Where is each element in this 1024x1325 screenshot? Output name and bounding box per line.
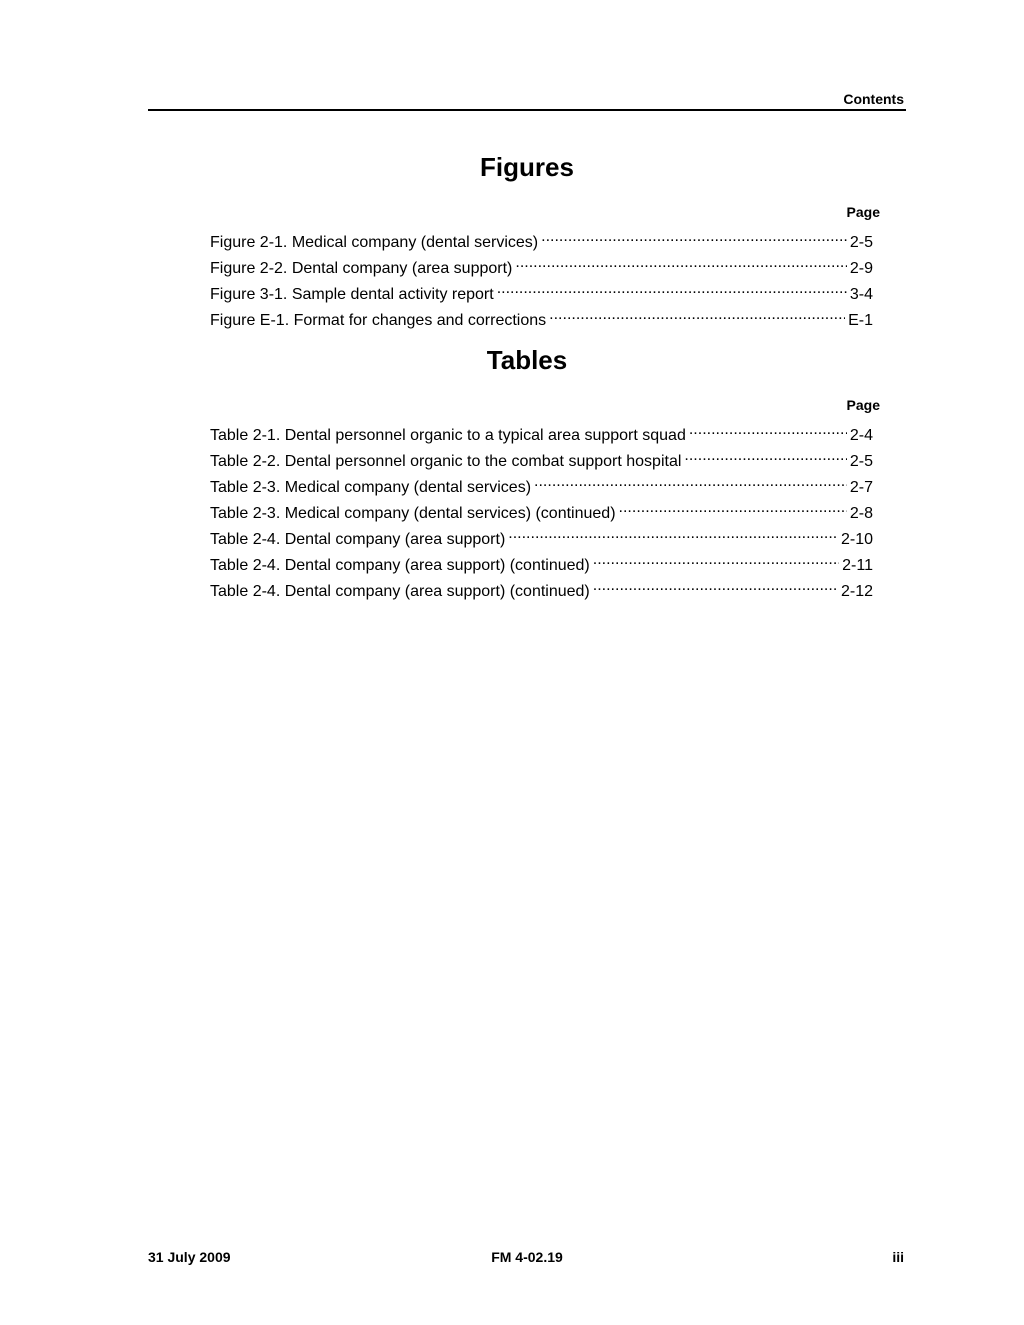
- figure-entry[interactable]: [210, 305, 873, 331]
- dot-leader: [508, 524, 838, 544]
- table-entry-page: 2-11: [842, 557, 873, 574]
- table-entry-label: Table 2-4. Dental company (area support): [210, 531, 506, 548]
- figures-title: Figures: [480, 152, 574, 182]
- dot-leader: [593, 576, 838, 596]
- figure-entry-page: 2-5: [849, 234, 873, 251]
- figure-entry[interactable]: [210, 279, 873, 305]
- table-entry-label: Table 2-1. Dental personnel organic to a typical area support squad: [210, 427, 686, 444]
- figure-entry-page: 2-9: [849, 260, 873, 277]
- footer-publication-number: FM 4-02.19: [491, 1249, 563, 1265]
- figure-entry-label: Figure 2-1. Medical company (dental services): [210, 234, 539, 251]
- tables-page-column-label: Page: [846, 397, 880, 413]
- figure-entry-label: Figure 2-2. Dental company (area support): [210, 260, 513, 277]
- table-entry-page: 2-8: [849, 505, 873, 522]
- table-entry[interactable]: [210, 576, 873, 602]
- table-entry[interactable]: [210, 524, 873, 550]
- figure-entry[interactable]: [210, 227, 873, 253]
- dot-leader: [689, 420, 847, 440]
- running-header: Contents: [843, 91, 904, 107]
- figure-entry-page: E-1: [848, 312, 873, 329]
- table-entry[interactable]: [210, 420, 873, 446]
- header-rule: [148, 109, 906, 111]
- dot-leader: [619, 498, 847, 518]
- footer-date: 31 July 2009: [148, 1249, 231, 1265]
- figures-page-column-label: Page: [846, 204, 880, 220]
- figure-entry-page: 3-4: [849, 286, 873, 303]
- dot-leader: [684, 446, 846, 466]
- dot-leader: [593, 550, 839, 570]
- table-entry-page: 2-4: [849, 427, 873, 444]
- figure-entry[interactable]: [210, 253, 873, 279]
- figures-list: [210, 227, 873, 331]
- dot-leader: [497, 279, 847, 299]
- table-entry-page: 2-12: [840, 583, 873, 600]
- footer-page-number: iii: [892, 1249, 904, 1265]
- table-entry-page: 2-7: [849, 479, 873, 496]
- dot-leader: [549, 305, 845, 325]
- table-entry[interactable]: [210, 550, 873, 576]
- table-entry-label: Table 2-2. Dental personnel organic to the combat support hospital: [210, 453, 682, 470]
- table-entry[interactable]: [210, 472, 873, 498]
- dot-leader: [534, 472, 847, 492]
- table-entry-page: 2-10: [840, 531, 873, 548]
- table-entry-label: Table 2-4. Dental company (area support) (continued): [210, 583, 590, 600]
- table-entry[interactable]: [210, 446, 873, 472]
- table-entry-label: Table 2-3. Medical company (dental services): [210, 479, 532, 496]
- table-entry-label: Table 2-3. Medical company (dental services) (continued): [210, 505, 616, 522]
- tables-list: [210, 420, 873, 602]
- table-entry-label: Table 2-4. Dental company (area support) (continued): [210, 557, 590, 574]
- table-entry-page: 2-5: [849, 453, 873, 470]
- figure-entry-label: Figure E-1. Format for changes and corrections: [210, 312, 547, 329]
- table-entry[interactable]: [210, 498, 873, 524]
- dot-leader: [515, 253, 847, 273]
- tables-title: Tables: [486, 345, 568, 375]
- figure-entry-label: Figure 3-1. Sample dental activity report: [210, 286, 494, 303]
- dot-leader: [541, 227, 847, 247]
